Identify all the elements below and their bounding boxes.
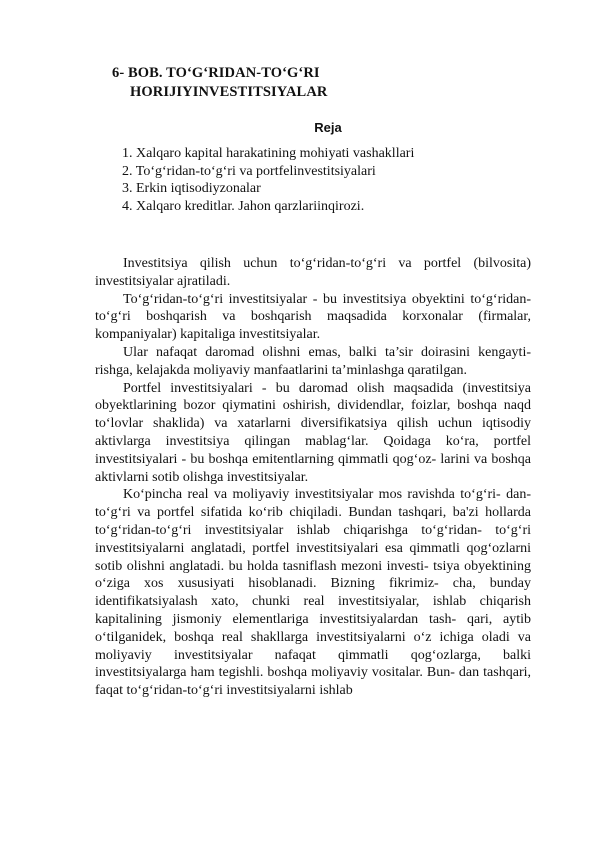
plan-item: 2. To‘g‘ridan-to‘g‘ri va portfelinvestitsiyalari [122, 163, 376, 179]
chapter-title-line-2: HORIJIYINVESTITSIYALAR [130, 84, 328, 100]
plan-item: 1. Xalqaro kapital harakatining mohiyati vashakllari [122, 146, 415, 161]
paragraph: Ko‘pincha real va moliyaviy investitsiyalar mos ravishda to‘g‘ri- dan-to‘g‘ri va portfel sifatida ko‘rib chiqiladi. Bundan tashqari, ba'zi hollarda to‘g‘ridan-to‘g‘ri investitsiyalar ishlab chiqarishga to‘g‘ridan- to‘g‘ri investitsiyalarni anglatadi, portfel investitsiyalari esa qimmatli qog‘ozlarni sotib olishni anglatadi. bu holda tasniflash mezoni investi- tsiya obyektining o‘ziga xos xususiyati hisoblanadi. Bizning fikrimiz- cha, bunday identifikatsiyalash xato, chunki real investitsiyalar, ishlab chiqarish kapitalining jismoniy elementlariga investitsiyalardan tash- qari, aytib o‘tilganidek, boshqa real shakllarga investitsiyalarni o‘z ichiga oladi va moliyaviy investitsiyalar nafaqat qimmatli qog‘ozlarga, balki investitsiyalarga ham tegishli. boshqa moliyaviy vositalar. Bun- dan tashqari, faqat to‘g‘ridan-to‘g‘ri investitsiyalarni ishlab [95, 487, 531, 699]
plan-item: 4. Xalqaro kreditlar. Jahon qarzlariinqirozi. [122, 198, 365, 214]
plan-list [122, 145, 414, 215]
chapter-title-line-1: 6- BOB. TO‘G‘RIDAN-TO‘G‘RI [112, 65, 320, 81]
body-text [95, 255, 531, 700]
plan-heading: Reja [314, 120, 342, 135]
paragraph: Portfel investitsiyalari - bu daromad olish maqsadida (investitsiya obyektlarining bozor qiymatini oshirish, dividendlar, foizlar, boshqa naqd to‘lovlar shaklida) va xatarlarni diversifikatsiya qilish uchun iqtisodiy aktivlarga investitsiya qilingan mablag‘lar. Qoidaga ko‘ra, portfel investitsiyalari - bu boshqa emitentlarning qimmatli qog‘oz- larini va boshqa aktivlarni sotib olishga investitsiyalar. [95, 380, 531, 485]
paragraph: Investitsiya qilish uchun to‘g‘ridan-to‘g‘ri va portfel (bilvosita) investitsiyalar ajratiladi. [95, 256, 531, 289]
plan-item: 3. Erkin iqtisodiyzonalar [122, 181, 261, 197]
paragraph: Ular nafaqat daromad olishni emas, balki ta’sir doirasini kengayti- rishga, kelajakda moliyaviy manfaatlarini ta’minlashga qaratilgan. [95, 344, 531, 378]
chapter-title [112, 64, 327, 102]
paragraph: To‘g‘ridan-to‘g‘ri investitsiyalar - bu investitsiya obyektini to‘g‘ridan-to‘g‘ri boshqarish va boshqarish maqsadida korxonalar (firmalar, kompaniyalar) kapitaliga investitsiyalar. [95, 291, 531, 343]
